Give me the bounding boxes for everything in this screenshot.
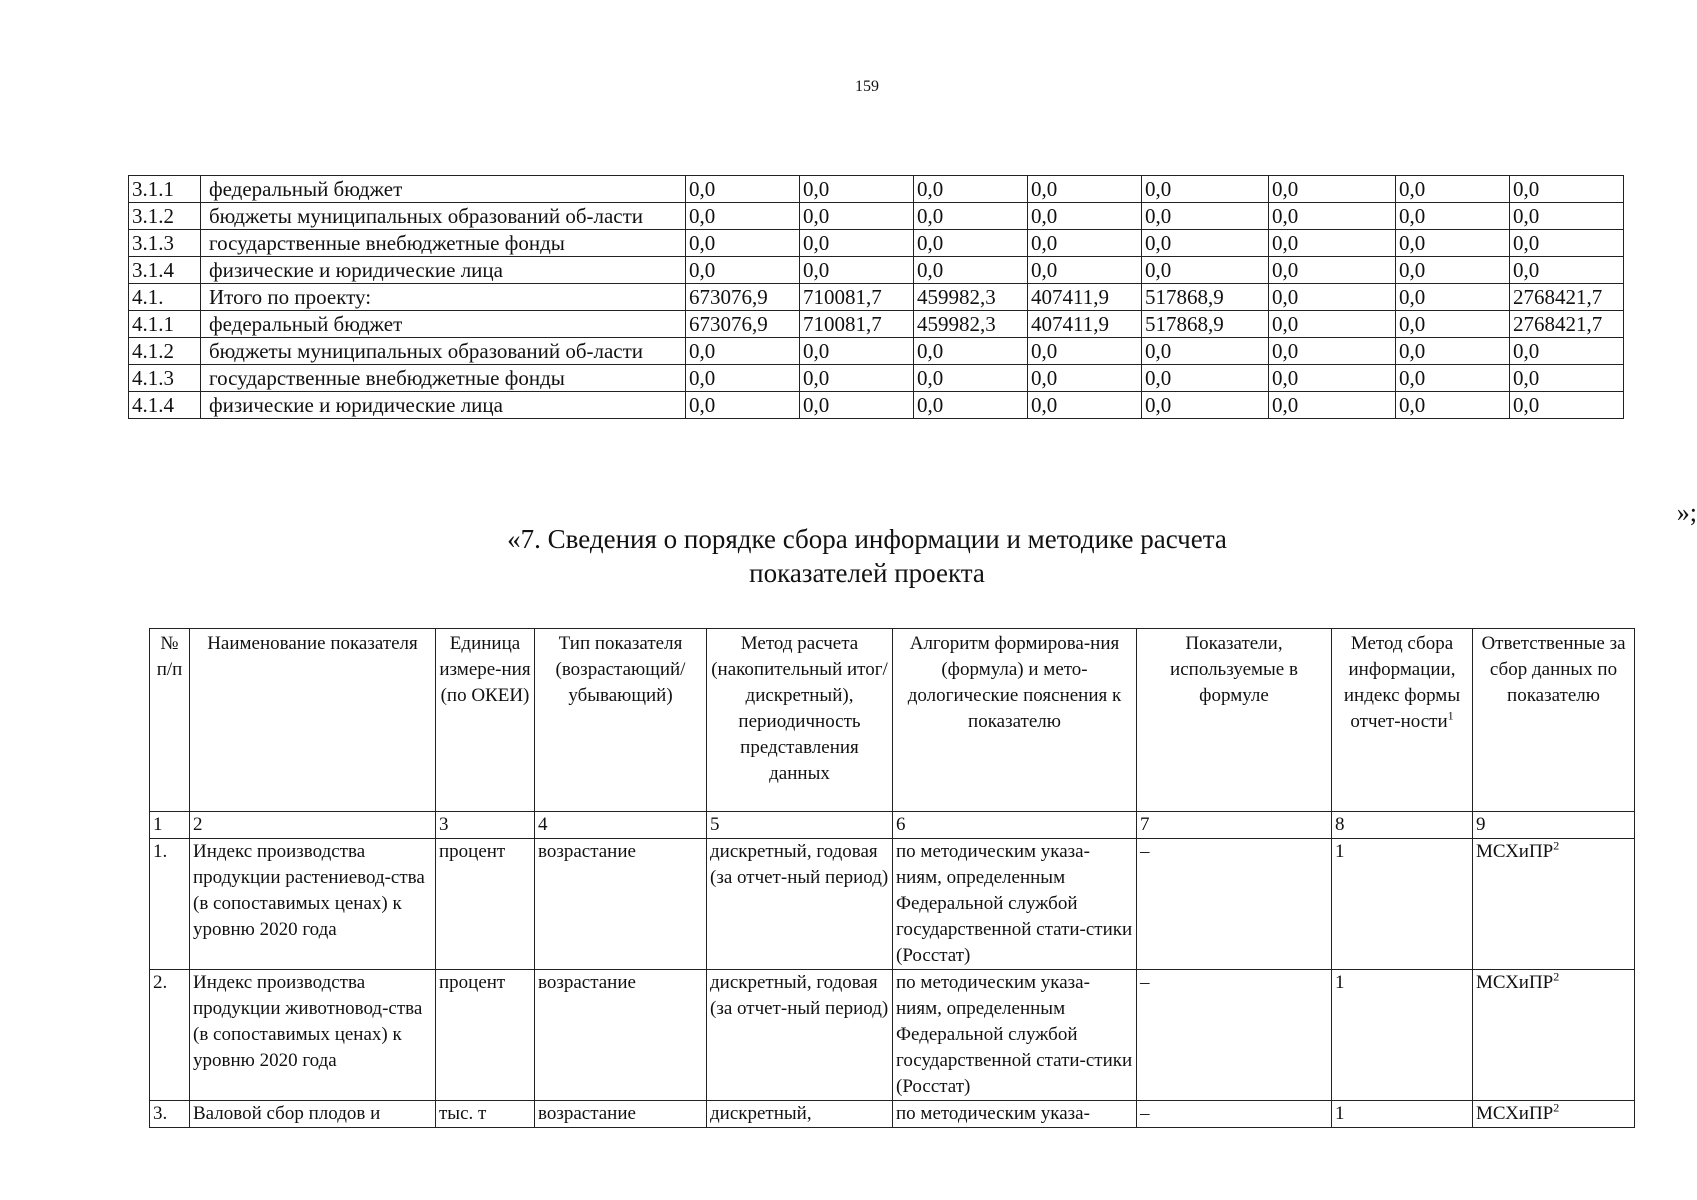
indicator-name: Индекс производства продукции растениевод-ства (в сопоставимых ценах) к уровню 2020 года bbox=[190, 839, 436, 970]
indicator-responsible-text: МСХиПР bbox=[1476, 972, 1554, 993]
header-collection-text: Метод сбора информации, индекс формы отчет-ности bbox=[1343, 633, 1461, 732]
column-number: 7 bbox=[1137, 812, 1332, 839]
indicator-footnote-mark: 2 bbox=[1553, 838, 1560, 853]
finance-row bbox=[129, 230, 1624, 257]
finance-value-cell: 0,0 bbox=[1269, 365, 1396, 392]
header-cell-method: Метод расчета (накопительный итог/дискретный), периодичность представления данных bbox=[707, 629, 893, 812]
indicator-method: дискретный, годовая (за отчет-ный период) bbox=[707, 970, 893, 1101]
finance-row-code: 3.1.4 bbox=[129, 257, 201, 284]
finance-value-cell: 407411,9 bbox=[1028, 311, 1142, 338]
finance-value-cell: 0,0 bbox=[1269, 284, 1396, 311]
header-cell-algorithm: Алгоритм формирова-ния (формула) и мето-дологические пояснения к показателю bbox=[893, 629, 1137, 812]
finance-value-cell: 0,0 bbox=[1510, 392, 1624, 419]
finance-value-cell: 710081,7 bbox=[800, 284, 914, 311]
finance-value-cell: 459982,3 bbox=[914, 284, 1028, 311]
finance-value-cell: 0,0 bbox=[1269, 311, 1396, 338]
section-title-line-2: показателей проекта bbox=[749, 558, 985, 588]
indicator-collection: 1 bbox=[1332, 970, 1473, 1101]
finance-row-code: 4.1. bbox=[129, 284, 201, 311]
finance-value-cell: 0,0 bbox=[800, 365, 914, 392]
finance-value-cell: 0,0 bbox=[1142, 230, 1269, 257]
finance-value-cell: 0,0 bbox=[1396, 230, 1510, 257]
indicator-footnote-mark: 2 bbox=[1553, 1100, 1560, 1115]
indicator-algorithm: по методическим указа-ниям, определенным Федеральной службой государственной стати-стики (Росстат) bbox=[893, 970, 1137, 1101]
indicator-responsible bbox=[1473, 1101, 1635, 1128]
indicator-responsible-text: МСХиПР bbox=[1476, 841, 1554, 862]
finance-value-cell: 2768421,7 bbox=[1510, 284, 1624, 311]
finance-value-cell: 0,0 bbox=[1028, 365, 1142, 392]
column-number: 4 bbox=[535, 812, 707, 839]
finance-value-cell: 0,0 bbox=[1269, 176, 1396, 203]
finance-value-cell: 0,0 bbox=[914, 365, 1028, 392]
finance-value-cell: 0,0 bbox=[1028, 392, 1142, 419]
finance-value-cell: 0,0 bbox=[1396, 257, 1510, 284]
finance-row-name: физические и юридические лица bbox=[201, 257, 686, 284]
finance-value-cell: 517868,9 bbox=[1142, 284, 1269, 311]
finance-value-cell: 0,0 bbox=[1396, 284, 1510, 311]
finance-row-name: федеральный бюджет bbox=[201, 311, 686, 338]
finance-row bbox=[129, 203, 1624, 230]
column-number: 8 bbox=[1332, 812, 1473, 839]
finance-value-cell: 0,0 bbox=[914, 203, 1028, 230]
finance-row-name: физические и юридические лица bbox=[201, 392, 686, 419]
finance-row bbox=[129, 257, 1624, 284]
finance-value-cell: 0,0 bbox=[686, 203, 800, 230]
finance-value-cell: 0,0 bbox=[1510, 203, 1624, 230]
finance-row bbox=[129, 284, 1624, 311]
indicator-number: 3. bbox=[150, 1101, 190, 1128]
finance-row-code: 4.1.3 bbox=[129, 365, 201, 392]
finance-value-cell: 517868,9 bbox=[1142, 311, 1269, 338]
finance-value-cell: 0,0 bbox=[1396, 365, 1510, 392]
finance-value-cell: 0,0 bbox=[1269, 392, 1396, 419]
finance-value-cell: 0,0 bbox=[1142, 338, 1269, 365]
finance-value-cell: 0,0 bbox=[1028, 203, 1142, 230]
finance-value-cell: 0,0 bbox=[1510, 176, 1624, 203]
finance-row-name: бюджеты муниципальных образований об-ласти bbox=[201, 338, 686, 365]
finance-value-cell: 0,0 bbox=[1142, 365, 1269, 392]
finance-row-name: федеральный бюджет bbox=[201, 176, 686, 203]
finance-value-cell: 0,0 bbox=[1142, 392, 1269, 419]
indicator-footnote-mark: 2 bbox=[1553, 969, 1560, 984]
finance-value-cell: 673076,9 bbox=[686, 284, 800, 311]
finance-value-cell: 0,0 bbox=[914, 392, 1028, 419]
indicator-responsible bbox=[1473, 839, 1635, 970]
finance-value-cell: 0,0 bbox=[1269, 230, 1396, 257]
section-title-line-1: «7. Сведения о порядке сбора информации и методике расчета bbox=[507, 524, 1227, 554]
indicator-algorithm: по методическим указа- bbox=[893, 1101, 1137, 1128]
finance-row-code: 3.1.3 bbox=[129, 230, 201, 257]
finance-table bbox=[128, 175, 1624, 419]
finance-row-code: 4.1.1 bbox=[129, 311, 201, 338]
finance-value-cell: 0,0 bbox=[1396, 203, 1510, 230]
finance-value-cell: 0,0 bbox=[686, 230, 800, 257]
finance-row bbox=[129, 311, 1624, 338]
indicator-collection: 1 bbox=[1332, 839, 1473, 970]
indicator-row bbox=[150, 1101, 1635, 1128]
finance-value-cell: 0,0 bbox=[1142, 203, 1269, 230]
finance-row bbox=[129, 176, 1624, 203]
finance-value-cell: 0,0 bbox=[1028, 230, 1142, 257]
finance-value-cell: 0,0 bbox=[1028, 176, 1142, 203]
finance-value-cell: 0,0 bbox=[1510, 365, 1624, 392]
finance-row-code: 3.1.2 bbox=[129, 203, 201, 230]
finance-value-cell: 673076,9 bbox=[686, 311, 800, 338]
finance-value-cell: 0,0 bbox=[686, 365, 800, 392]
indicator-responsible bbox=[1473, 970, 1635, 1101]
column-number: 6 bbox=[893, 812, 1137, 839]
finance-value-cell: 0,0 bbox=[1396, 311, 1510, 338]
finance-value-cell: 0,0 bbox=[800, 257, 914, 284]
finance-value-cell: 0,0 bbox=[686, 257, 800, 284]
indicator-used: – bbox=[1137, 970, 1332, 1101]
column-number: 1 bbox=[150, 812, 190, 839]
finance-value-cell: 0,0 bbox=[1510, 338, 1624, 365]
finance-row-name: государственные внебюджетные фонды bbox=[201, 365, 686, 392]
finance-value-cell: 459982,3 bbox=[914, 311, 1028, 338]
finance-value-cell: 0,0 bbox=[800, 203, 914, 230]
indicator-method: дискретный, годовая (за отчет-ный период) bbox=[707, 839, 893, 970]
finance-value-cell: 0,0 bbox=[1142, 176, 1269, 203]
finance-value-cell: 0,0 bbox=[1142, 257, 1269, 284]
finance-value-cell: 0,0 bbox=[686, 176, 800, 203]
column-number: 9 bbox=[1473, 812, 1635, 839]
finance-value-cell: 0,0 bbox=[914, 338, 1028, 365]
indicator-name: Валовой сбор плодов и bbox=[190, 1101, 436, 1128]
finance-value-cell: 0,0 bbox=[1028, 338, 1142, 365]
finance-value-cell: 2768421,7 bbox=[1510, 311, 1624, 338]
indicator-responsible-text: МСХиПР bbox=[1476, 1103, 1554, 1124]
page-number: 159 bbox=[855, 78, 879, 95]
finance-value-cell: 0,0 bbox=[800, 230, 914, 257]
finance-row bbox=[129, 338, 1624, 365]
indicator-header-row bbox=[150, 629, 1635, 812]
finance-row-code: 4.1.2 bbox=[129, 338, 201, 365]
finance-row-code: 4.1.4 bbox=[129, 392, 201, 419]
finance-value-cell: 0,0 bbox=[800, 338, 914, 365]
finance-value-cell: 0,0 bbox=[686, 338, 800, 365]
indicator-type: возрастание bbox=[535, 839, 707, 970]
indicator-unit: процент bbox=[436, 970, 535, 1101]
finance-value-cell: 0,0 bbox=[1510, 257, 1624, 284]
indicator-table bbox=[149, 628, 1635, 1128]
column-number-row bbox=[150, 812, 1635, 839]
finance-row bbox=[129, 392, 1624, 419]
finance-value-cell: 0,0 bbox=[1396, 392, 1510, 419]
indicator-type: возрастание bbox=[535, 1101, 707, 1128]
header-cell-used-indicators: Показатели, используемые в формуле bbox=[1137, 629, 1332, 812]
indicator-collection: 1 bbox=[1332, 1101, 1473, 1128]
finance-row-name: государственные внебюджетные фонды bbox=[201, 230, 686, 257]
finance-value-cell: 0,0 bbox=[914, 176, 1028, 203]
finance-value-cell: 710081,7 bbox=[800, 311, 914, 338]
header-cell-collection-method bbox=[1332, 629, 1473, 812]
indicator-number: 1. bbox=[150, 839, 190, 970]
finance-value-cell: 0,0 bbox=[800, 176, 914, 203]
finance-row-code: 3.1.1 bbox=[129, 176, 201, 203]
column-number: 2 bbox=[190, 812, 436, 839]
indicator-row bbox=[150, 839, 1635, 970]
section-title bbox=[0, 522, 1697, 590]
finance-row-name: бюджеты муниципальных образований об-ласти bbox=[201, 203, 686, 230]
finance-value-cell: 0,0 bbox=[800, 392, 914, 419]
indicator-used: – bbox=[1137, 1101, 1332, 1128]
finance-value-cell: 0,0 bbox=[1028, 257, 1142, 284]
column-number: 3 bbox=[436, 812, 535, 839]
finance-value-cell: 0,0 bbox=[1269, 257, 1396, 284]
indicator-number: 2. bbox=[150, 970, 190, 1101]
closing-quote: »; bbox=[1676, 498, 1697, 527]
finance-value-cell: 0,0 bbox=[686, 392, 800, 419]
indicator-type: возрастание bbox=[535, 970, 707, 1101]
header-cell-number: № п/п bbox=[150, 629, 190, 812]
finance-value-cell: 0,0 bbox=[914, 257, 1028, 284]
indicator-name: Индекс производства продукции животновод-ства (в сопоставимых ценах) к уровню 2020 года bbox=[190, 970, 436, 1101]
finance-value-cell: 0,0 bbox=[1510, 230, 1624, 257]
finance-value-cell: 0,0 bbox=[1269, 203, 1396, 230]
finance-value-cell: 0,0 bbox=[1396, 176, 1510, 203]
indicator-unit: тыс. т bbox=[436, 1101, 535, 1128]
indicator-method: дискретный, bbox=[707, 1101, 893, 1128]
header-cell-unit: Единица измере-ния (по ОКЕИ) bbox=[436, 629, 535, 812]
indicator-row bbox=[150, 970, 1635, 1101]
header-cell-name: Наименование показателя bbox=[190, 629, 436, 812]
finance-value-cell: 0,0 bbox=[1269, 338, 1396, 365]
finance-value-cell: 0,0 bbox=[914, 230, 1028, 257]
finance-row-name: Итого по проекту: bbox=[201, 284, 686, 311]
header-cell-type: Тип показателя (возрастающий/ убывающий) bbox=[535, 629, 707, 812]
finance-row bbox=[129, 365, 1624, 392]
header-cell-responsible: Ответственные за сбор данных по показателю bbox=[1473, 629, 1635, 812]
indicator-unit: процент bbox=[436, 839, 535, 970]
column-number: 5 bbox=[707, 812, 893, 839]
finance-value-cell: 0,0 bbox=[1396, 338, 1510, 365]
indicator-algorithm: по методическим указа-ниям, определенным Федеральной службой государственной стати-стики (Росстат) bbox=[893, 839, 1137, 970]
indicator-used: – bbox=[1137, 839, 1332, 970]
finance-value-cell: 407411,9 bbox=[1028, 284, 1142, 311]
header-footnote-mark: 1 bbox=[1447, 708, 1454, 723]
